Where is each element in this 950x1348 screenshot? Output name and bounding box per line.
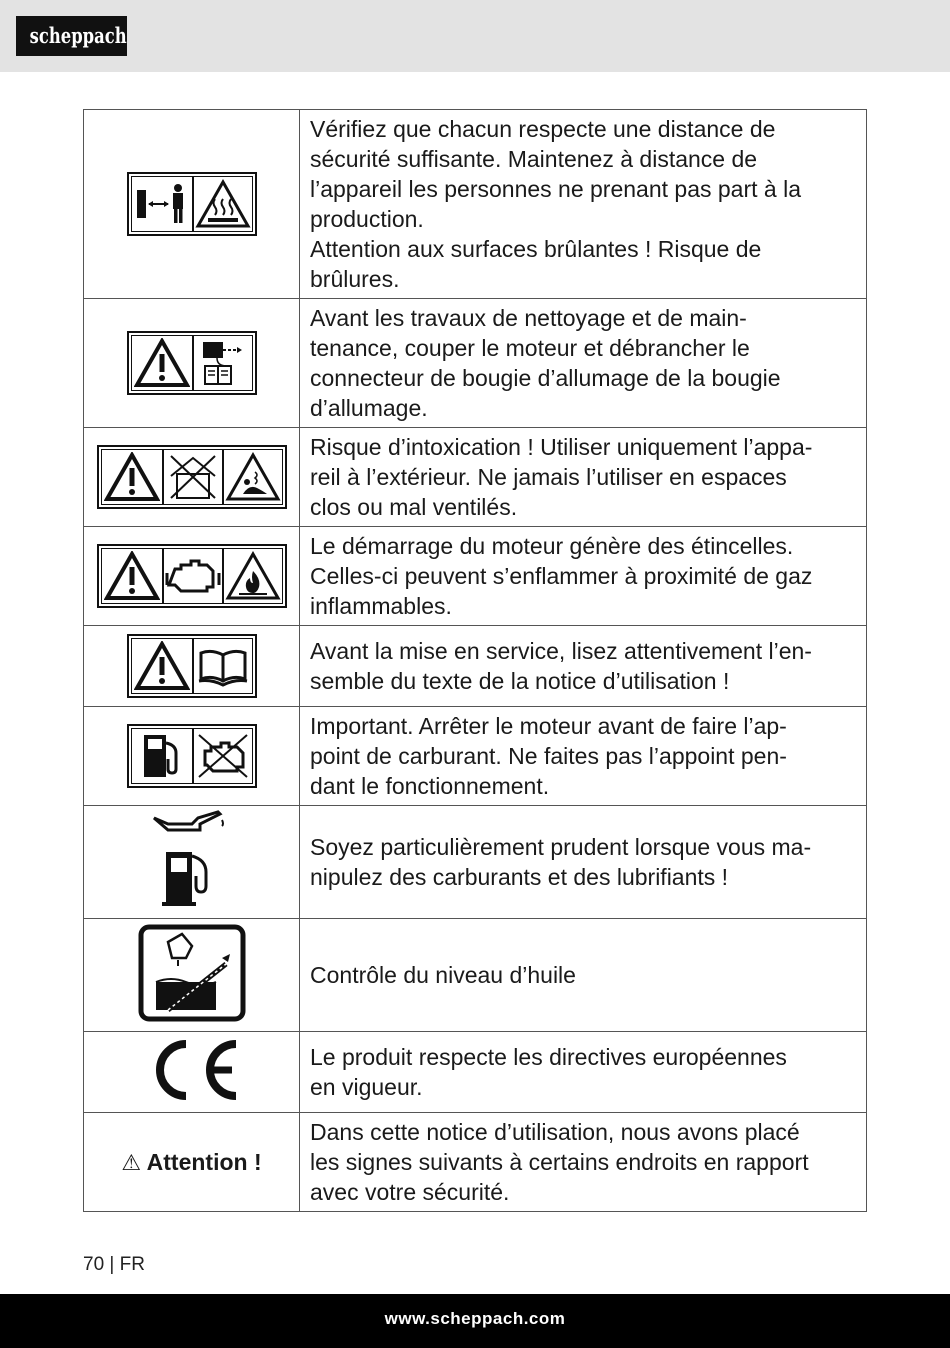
page-header (0, 0, 950, 72)
page-number-value: 70 (83, 1254, 105, 1275)
no-indoor-use-icon (162, 450, 222, 504)
text-line: production. (310, 206, 424, 232)
text-line: reil à l’extérieur. Ne jamais l’utiliser en espaces (310, 464, 787, 490)
table-row (84, 1032, 867, 1113)
description-cell (300, 110, 867, 299)
text-line: les signes suivants à certains endroits en rapport (310, 1149, 809, 1175)
text-line: Le produit respecte les directives européennes (310, 1044, 787, 1070)
text-line: l’appareil les personnes ne prenant pas part à la (310, 176, 801, 202)
text-line: clos ou mal ventilés. (310, 494, 518, 520)
oil-and-fuel-icons (152, 808, 232, 912)
table-row (84, 626, 867, 707)
table-row (84, 110, 867, 299)
description-cell (300, 299, 867, 428)
read-manual-icon (192, 639, 252, 693)
description-cell (300, 527, 867, 626)
attention-text: Attention ! (146, 1148, 262, 1175)
sign-plate (127, 634, 257, 698)
text-line: nipulez des carburants et des lubrifiants ! (310, 864, 729, 890)
text-line: en vigueur. (310, 1074, 423, 1100)
page-footer (0, 1294, 950, 1348)
description-cell (300, 428, 867, 527)
icon-cell (84, 626, 300, 707)
fuel-pump-icon (162, 852, 206, 906)
text-line: inflammables. (310, 593, 452, 619)
table-row (84, 1113, 867, 1212)
text-line: Le démarrage du moteur génère des étincelles. (310, 533, 794, 559)
fuel-pump-icon (132, 729, 192, 783)
icon-cell (84, 806, 300, 919)
text-line: Risque d’intoxication ! Utiliser uniquement l’appa- (310, 434, 813, 460)
table-row (84, 806, 867, 919)
description-cell (300, 806, 867, 919)
text-line: dant le fonctionnement. (310, 773, 550, 799)
sign-plate (97, 445, 287, 509)
warning-triangle-icon (102, 549, 162, 603)
text-line: avec votre sécurité. (310, 1179, 510, 1205)
keep-distance-icon (132, 177, 192, 231)
text-line: sécurité suffisante. Maintenez à distance de (310, 146, 758, 172)
text-line: Important. Arrêter le moteur avant de faire l’ap- (310, 713, 787, 739)
page-language: FR (119, 1254, 145, 1275)
warning-triangle-icon (102, 450, 162, 504)
icon-cell (84, 1113, 300, 1212)
text-line: Attention aux surfaces brûlantes ! Risque de (310, 236, 762, 262)
logo-text: scheppach (29, 23, 127, 48)
text-line: Contrôle du niveau d’huile (310, 962, 576, 988)
icon-cell (84, 110, 300, 299)
flammable-icon (222, 549, 282, 603)
page-number-separator: | (109, 1254, 115, 1275)
scheppach-logo (16, 16, 127, 56)
table-row (84, 527, 867, 626)
table-row (84, 707, 867, 806)
attention-label (121, 1149, 261, 1175)
hot-surface-icon (192, 177, 252, 231)
table-row (84, 919, 867, 1032)
sign-plate (127, 724, 257, 788)
engine-icon (162, 549, 222, 603)
disconnect-spark-plug-icon (192, 336, 252, 390)
icon-cell (84, 428, 300, 527)
sign-plate (97, 544, 287, 608)
text-line: Celles-ci peuvent s’enflammer à proximité de gaz (310, 563, 813, 589)
sign-plate (127, 331, 257, 395)
table-row (84, 299, 867, 428)
description-cell (300, 1032, 867, 1113)
safety-signs-table (83, 109, 867, 1212)
icon-cell (84, 919, 300, 1032)
text-line: Dans cette notice d’utilisation, nous avons placé (310, 1119, 800, 1145)
footer-url[interactable]: www.scheppach.com (384, 1309, 566, 1328)
oil-can-icon (154, 812, 223, 830)
text-line: Avant la mise en service, lisez attentivement l’en- (310, 638, 812, 664)
icon-cell (84, 527, 300, 626)
warning-triangle-icon (132, 336, 192, 390)
icon-cell (84, 299, 300, 428)
sign-plate (127, 172, 257, 236)
warning-triangle-icon (132, 639, 192, 693)
text-line: Avant les travaux de nettoyage et de main- (310, 305, 747, 331)
no-refuel-running-engine-icon (192, 729, 252, 783)
toxic-fumes-icon (222, 450, 282, 504)
warning-triangle-icon: ⚠ (121, 1149, 142, 1175)
text-line: Vérifiez que chacun respecte une distance de (310, 116, 776, 142)
text-line: tenance, couper le moteur et débrancher le (310, 335, 750, 361)
text-line: connecteur de bougie d’allumage de la bougie (310, 365, 781, 391)
table-row (84, 428, 867, 527)
description-cell (300, 1113, 867, 1212)
icon-cell (84, 1032, 300, 1113)
text-line: semble du texte de la notice d’utilisation ! (310, 668, 730, 694)
page-number (83, 1254, 145, 1276)
text-line: Soyez particulièrement prudent lorsque vous ma- (310, 834, 812, 860)
text-line: d’allumage. (310, 395, 428, 421)
text-line: point de carburant. Ne faites pas l’appoint pen- (310, 743, 787, 769)
description-cell (300, 919, 867, 1032)
description-cell (300, 626, 867, 707)
oil-level-check-icon (138, 924, 246, 1022)
description-cell (300, 707, 867, 806)
ce-mark-icon (144, 1036, 240, 1104)
text-line: brûlures. (310, 266, 400, 292)
icon-cell (84, 707, 300, 806)
